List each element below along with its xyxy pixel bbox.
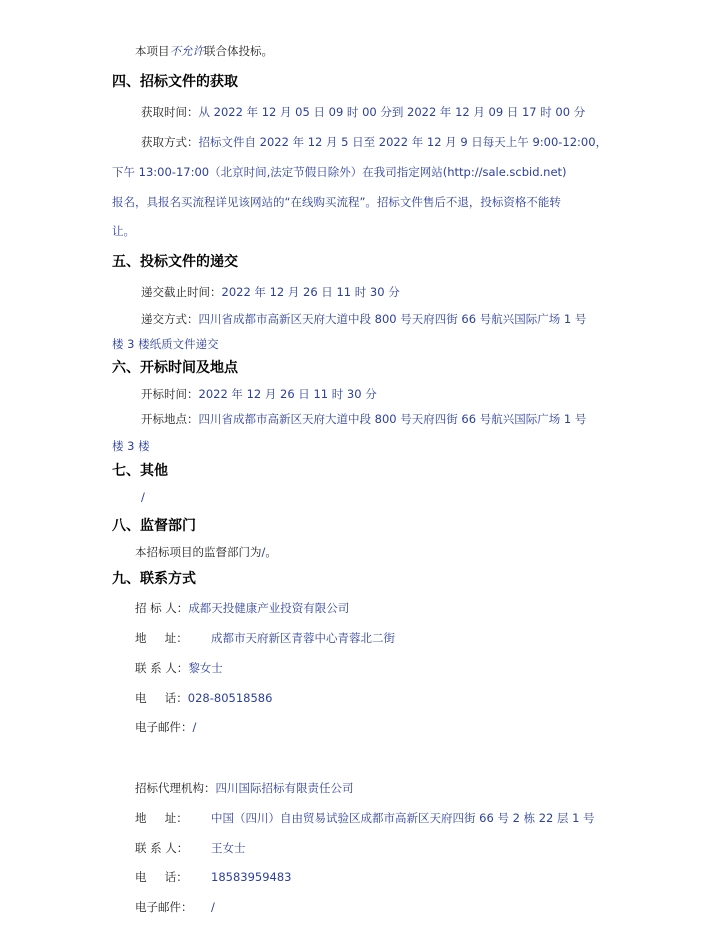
submit-deadline-value: 2022 年 12 月 26 日 11 时 30 分 [221, 285, 400, 299]
section-7-heading: 七、其他 [112, 463, 168, 479]
agency-phone-line [135, 869, 291, 885]
tenderer-contact-label: 联 系 人： [135, 661, 189, 675]
acquire-method-text-2: 下午 13:00-17:00（北京时间,法定节假日除外）在我司指定网站(http://sale.scbid.net) [112, 165, 567, 179]
acquire-time-label: 获取时间： [141, 105, 199, 119]
supervision-suffix: 。 [265, 545, 277, 559]
agency-contact: 王女士 [211, 841, 246, 855]
acquire-method-label: 获取方式： [141, 135, 199, 149]
tenderer-addr: 成都市天府新区青蓉中心青蓉北二街 [211, 631, 395, 645]
tenderer-name-label: 招 标 人： [135, 601, 189, 615]
agency-phone: 18583959483 [211, 870, 292, 884]
agency-addr-line [135, 810, 595, 826]
consortium-status: 不允许 [169, 44, 204, 58]
section-6-heading: 六、开标时间及地点 [112, 360, 238, 376]
agency-addr: 中国（四川）自由贸易试验区成都市高新区天府四街 66 号 2 栋 22 层 1 号 [211, 811, 595, 825]
supervision-value: / [261, 545, 266, 559]
agency-contact-line [135, 840, 246, 856]
intro-prefix: 本项目 [135, 44, 170, 58]
section-9-heading: 九、联系方式 [112, 571, 196, 587]
opening-time-line [141, 386, 377, 402]
tenderer-email-line [135, 719, 196, 735]
acquire-method-text-4: 让。 [112, 224, 135, 238]
supervision-prefix: 本招标项目的监督部门为 [135, 545, 262, 559]
tenderer-addr-label: 地 址： [135, 631, 188, 645]
tenderer-phone-line [135, 690, 272, 706]
submit-deadline-line [141, 284, 400, 300]
opening-place-label: 开标地点： [141, 412, 199, 426]
section-4-heading: 四、招标文件的获取 [112, 74, 238, 90]
agency-phone-label: 电 话： [135, 870, 188, 884]
agency-addr-label: 地 址： [135, 811, 188, 825]
acquire-method-text-1: 招标文件自 2022 年 12 月 5 日至 2022 年 12 月 9 日每天上午 9:00-12:00， [198, 135, 608, 149]
opening-place-line [141, 411, 586, 427]
agency-name: 四川国际招标有限责任公司 [215, 781, 354, 795]
opening-place-text-1: 四川省成都市高新区天府大道中段 800 号天府四街 66 号航兴国际广场 1 号 [198, 412, 587, 426]
submit-method-line [141, 311, 586, 327]
submit-method-label: 递交方式： [141, 312, 199, 326]
submit-method-text-1: 四川省成都市高新区天府大道中段 800 号天府四街 66 号航兴国际广场 1 号 [198, 312, 587, 326]
tenderer-contact: 黎女士 [188, 661, 223, 675]
agency-email-label: 电子邮件： [135, 900, 193, 914]
section-8-heading: 八、监督部门 [112, 518, 196, 534]
other-value: / [141, 490, 145, 504]
opening-place-text-2: 楼 3 楼 [112, 439, 150, 453]
acquire-method-text-3: 报名，具报名买流程详见该网站的“在线购买流程”。招标文件售后不退，投标资格不能转 [112, 195, 561, 209]
opening-time-label: 开标时间： [141, 387, 199, 401]
tenderer-phone-label: 电 话： [135, 691, 188, 705]
intro-line [135, 43, 273, 59]
agency-email-line [135, 899, 215, 915]
section-5-heading: 五、投标文件的递交 [112, 254, 238, 270]
tenderer-phone: 028-80518586 [187, 691, 273, 705]
acquire-time-line [141, 104, 585, 120]
submit-method-text-2: 楼 3 楼纸质文件递交 [112, 337, 219, 351]
tenderer-contact-line [135, 660, 223, 676]
agency-email: / [211, 900, 215, 914]
acquire-method-line [141, 134, 607, 150]
tenderer-addr-line [135, 630, 395, 646]
tenderer-email-label: 电子邮件： [135, 720, 193, 734]
opening-time-value: 2022 年 12 月 26 日 11 时 30 分 [198, 387, 377, 401]
tenderer-name-line [135, 600, 349, 616]
agency-name-line [135, 780, 354, 796]
agency-name-label: 招标代理机构： [135, 781, 216, 795]
tenderer-name: 成都天投健康产业投资有限公司 [188, 601, 350, 615]
tenderer-email: / [192, 720, 197, 734]
submit-deadline-label: 递交截止时间： [141, 285, 222, 299]
acquire-time-value: 从 2022 年 12 月 05 日 09 时 00 分到 2022 年 12 月 09 日 17 时 00 分 [198, 105, 586, 119]
supervision-line [135, 544, 277, 560]
intro-suffix: 联合体投标。 [204, 44, 273, 58]
agency-contact-label: 联 系 人： [135, 841, 189, 855]
